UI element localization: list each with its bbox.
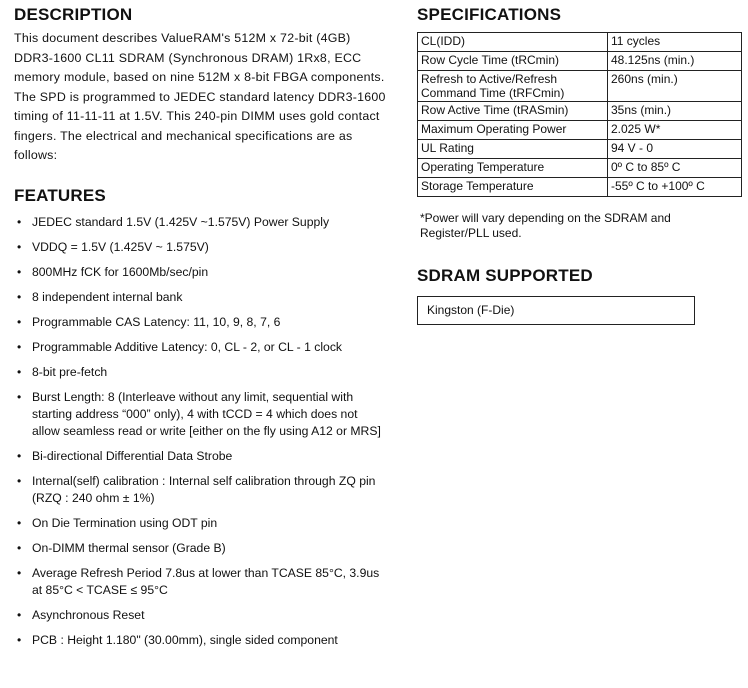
list-item: • 8 independent internal bank [17, 290, 183, 304]
bullet-icon: • [17, 240, 22, 254]
table-row: Refresh to Active/Refresh Command Time (tRFCmin) 260ns (min.) [418, 71, 742, 102]
list-item: • Programmable Additive Latency: 0, CL - 2, or CL - 1 clock [17, 340, 343, 354]
power-note: *Power will vary depending on the SDRAM and Register/PLL used. [420, 211, 671, 240]
specifications-heading: SPECIFICATIONS [417, 5, 562, 24]
bullet-icon: • [17, 290, 22, 304]
bullet-icon: • [17, 633, 22, 647]
bullet-icon: • [17, 516, 22, 530]
list-item: • JEDEC standard 1.5V (1.425V ~1.575V) Power Supply [17, 215, 330, 229]
sdram-supported-box: Kingston (F-Die) [417, 296, 695, 325]
table-row: Row Active Time (tRASmin) 35ns (min.) [418, 102, 742, 121]
bullet-icon: • [17, 215, 22, 229]
list-item: • 8-bit pre-fetch [17, 365, 108, 379]
description-heading: DESCRIPTION [14, 5, 133, 24]
bullet-icon: • [17, 566, 22, 580]
description-text: This document describes ValueRAM's 512M x 72-bit (4GB) DDR3-1600 CL11 SDRAM (Synchronous DRAM) 1Rx8, ECC memory module, based on nine 512M x 8-bit FBGA components. The SPD is programmed to JEDEC standard latency DDR3-1600 timing of 11-11-11 at 1.5V. This 240-pin DIMM uses gold contact fingers. The electrical and mechanical specifications are as follows: [14, 31, 386, 162]
bullet-icon: • [17, 315, 22, 329]
bullet-icon: • [17, 365, 22, 379]
bullet-icon: • [17, 608, 22, 622]
bullet-icon: • [17, 390, 22, 404]
list-item: • Asynchronous Reset [17, 608, 145, 622]
table-row: Row Cycle Time (tRCmin) 48.125ns (min.) [418, 52, 742, 71]
list-item: • PCB : Height 1.180" (30.00mm), single sided component [17, 633, 338, 647]
bullet-icon: • [17, 541, 22, 555]
list-item: • Average Refresh Period 7.8us at lower than TCASE 85°C, 3.9us at 85°C < TCASE ≤ 95°C [17, 566, 380, 597]
list-item: • VDDQ = 1.5V (1.425V ~ 1.575V) [17, 240, 209, 254]
list-item: • Bi-directional Differential Data Strobe [17, 449, 233, 463]
list-item: • 800MHz fCK for 1600Mb/sec/pin [17, 265, 209, 279]
table-row: Maximum Operating Power 2.025 W* [418, 121, 742, 140]
list-item: • On Die Termination using ODT pin [17, 516, 218, 530]
table-row: Operating Temperature 0º C to 85º C [418, 159, 742, 178]
bullet-icon: • [17, 474, 22, 488]
bullet-icon: • [17, 449, 22, 463]
sdram-heading: SDRAM SUPPORTED [417, 266, 593, 285]
list-item: • Internal(self) calibration : Internal self calibration through ZQ pin (RZQ : 240 ohm ± 1%) [17, 474, 376, 505]
list-item: • Programmable CAS Latency: 11, 10, 9, 8, 7, 6 [17, 315, 281, 329]
features-heading: FEATURES [14, 186, 106, 205]
features-list [14, 214, 386, 656]
list-item: • Burst Length: 8 (Interleave without any limit, sequential with starting address “000” only), 4 with tCCD = 4 which does not allow seamless read or write [either on the fly using A12 or MRS] [17, 390, 381, 438]
specifications-table [417, 32, 742, 197]
table-row: Storage Temperature -55º C to +100º C [418, 178, 742, 197]
list-item: • On-DIMM thermal sensor (Grade B) [17, 541, 226, 555]
bullet-icon: • [17, 265, 22, 279]
table-row: UL Rating 94 V - 0 [418, 140, 742, 159]
bullet-icon: • [17, 340, 22, 354]
table-row: CL(IDD) 11 cycles [418, 33, 742, 52]
